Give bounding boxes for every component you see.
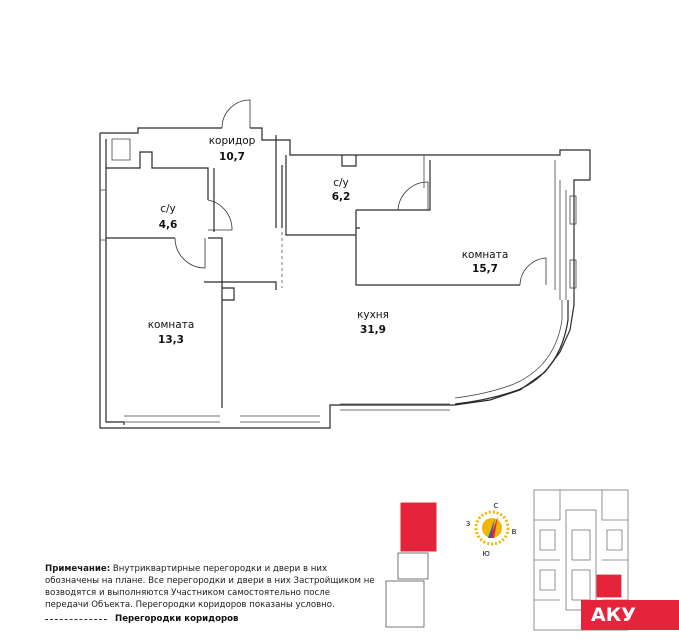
unit-location-marker (597, 575, 621, 597)
highlighted-unit-block (401, 503, 436, 551)
room-area: 13,3 (158, 334, 184, 346)
room-name: комната (147, 319, 195, 331)
note-text: Внутриквартирные перегородки и двери в них обозначены на плане. Все перегородки и двери в них Застройщиком не возводятся и выполняются Участником самостоятельно после передачи Объекта. Перегородки коридоров показаны условно. (45, 564, 375, 610)
unit-block (398, 553, 428, 579)
brand-logo (581, 600, 679, 630)
room-name: с/у (160, 203, 176, 215)
compass-icon (466, 502, 517, 558)
note-title: Примечание: (45, 564, 111, 574)
legend-corridor-partitions (45, 614, 239, 624)
compass-east: В (511, 528, 517, 536)
room-name: с/у (333, 177, 349, 189)
room-name: комната (461, 249, 509, 261)
compass-north: С (493, 502, 499, 510)
room-area: 15,7 (472, 263, 498, 275)
dashed-line-icon (45, 619, 107, 620)
room-area: 4,6 (158, 219, 178, 231)
room-name: коридор (208, 135, 256, 147)
room-area: 6,2 (331, 191, 351, 203)
plan-note (45, 563, 375, 611)
outer-walls (100, 128, 590, 428)
logo-text: АКУ (591, 604, 636, 626)
compass-west: З (465, 520, 471, 528)
room-area: 10,7 (219, 151, 245, 163)
compass-south: Ю (482, 550, 490, 558)
legend-label: Перегородки коридоров (115, 614, 239, 624)
room-name: кухня (357, 309, 389, 321)
floor-position-indicator (386, 503, 436, 627)
interior-walls (106, 135, 520, 408)
unit-block (386, 581, 424, 627)
room-area: 31,9 (360, 324, 386, 336)
room-labels (148, 135, 509, 346)
